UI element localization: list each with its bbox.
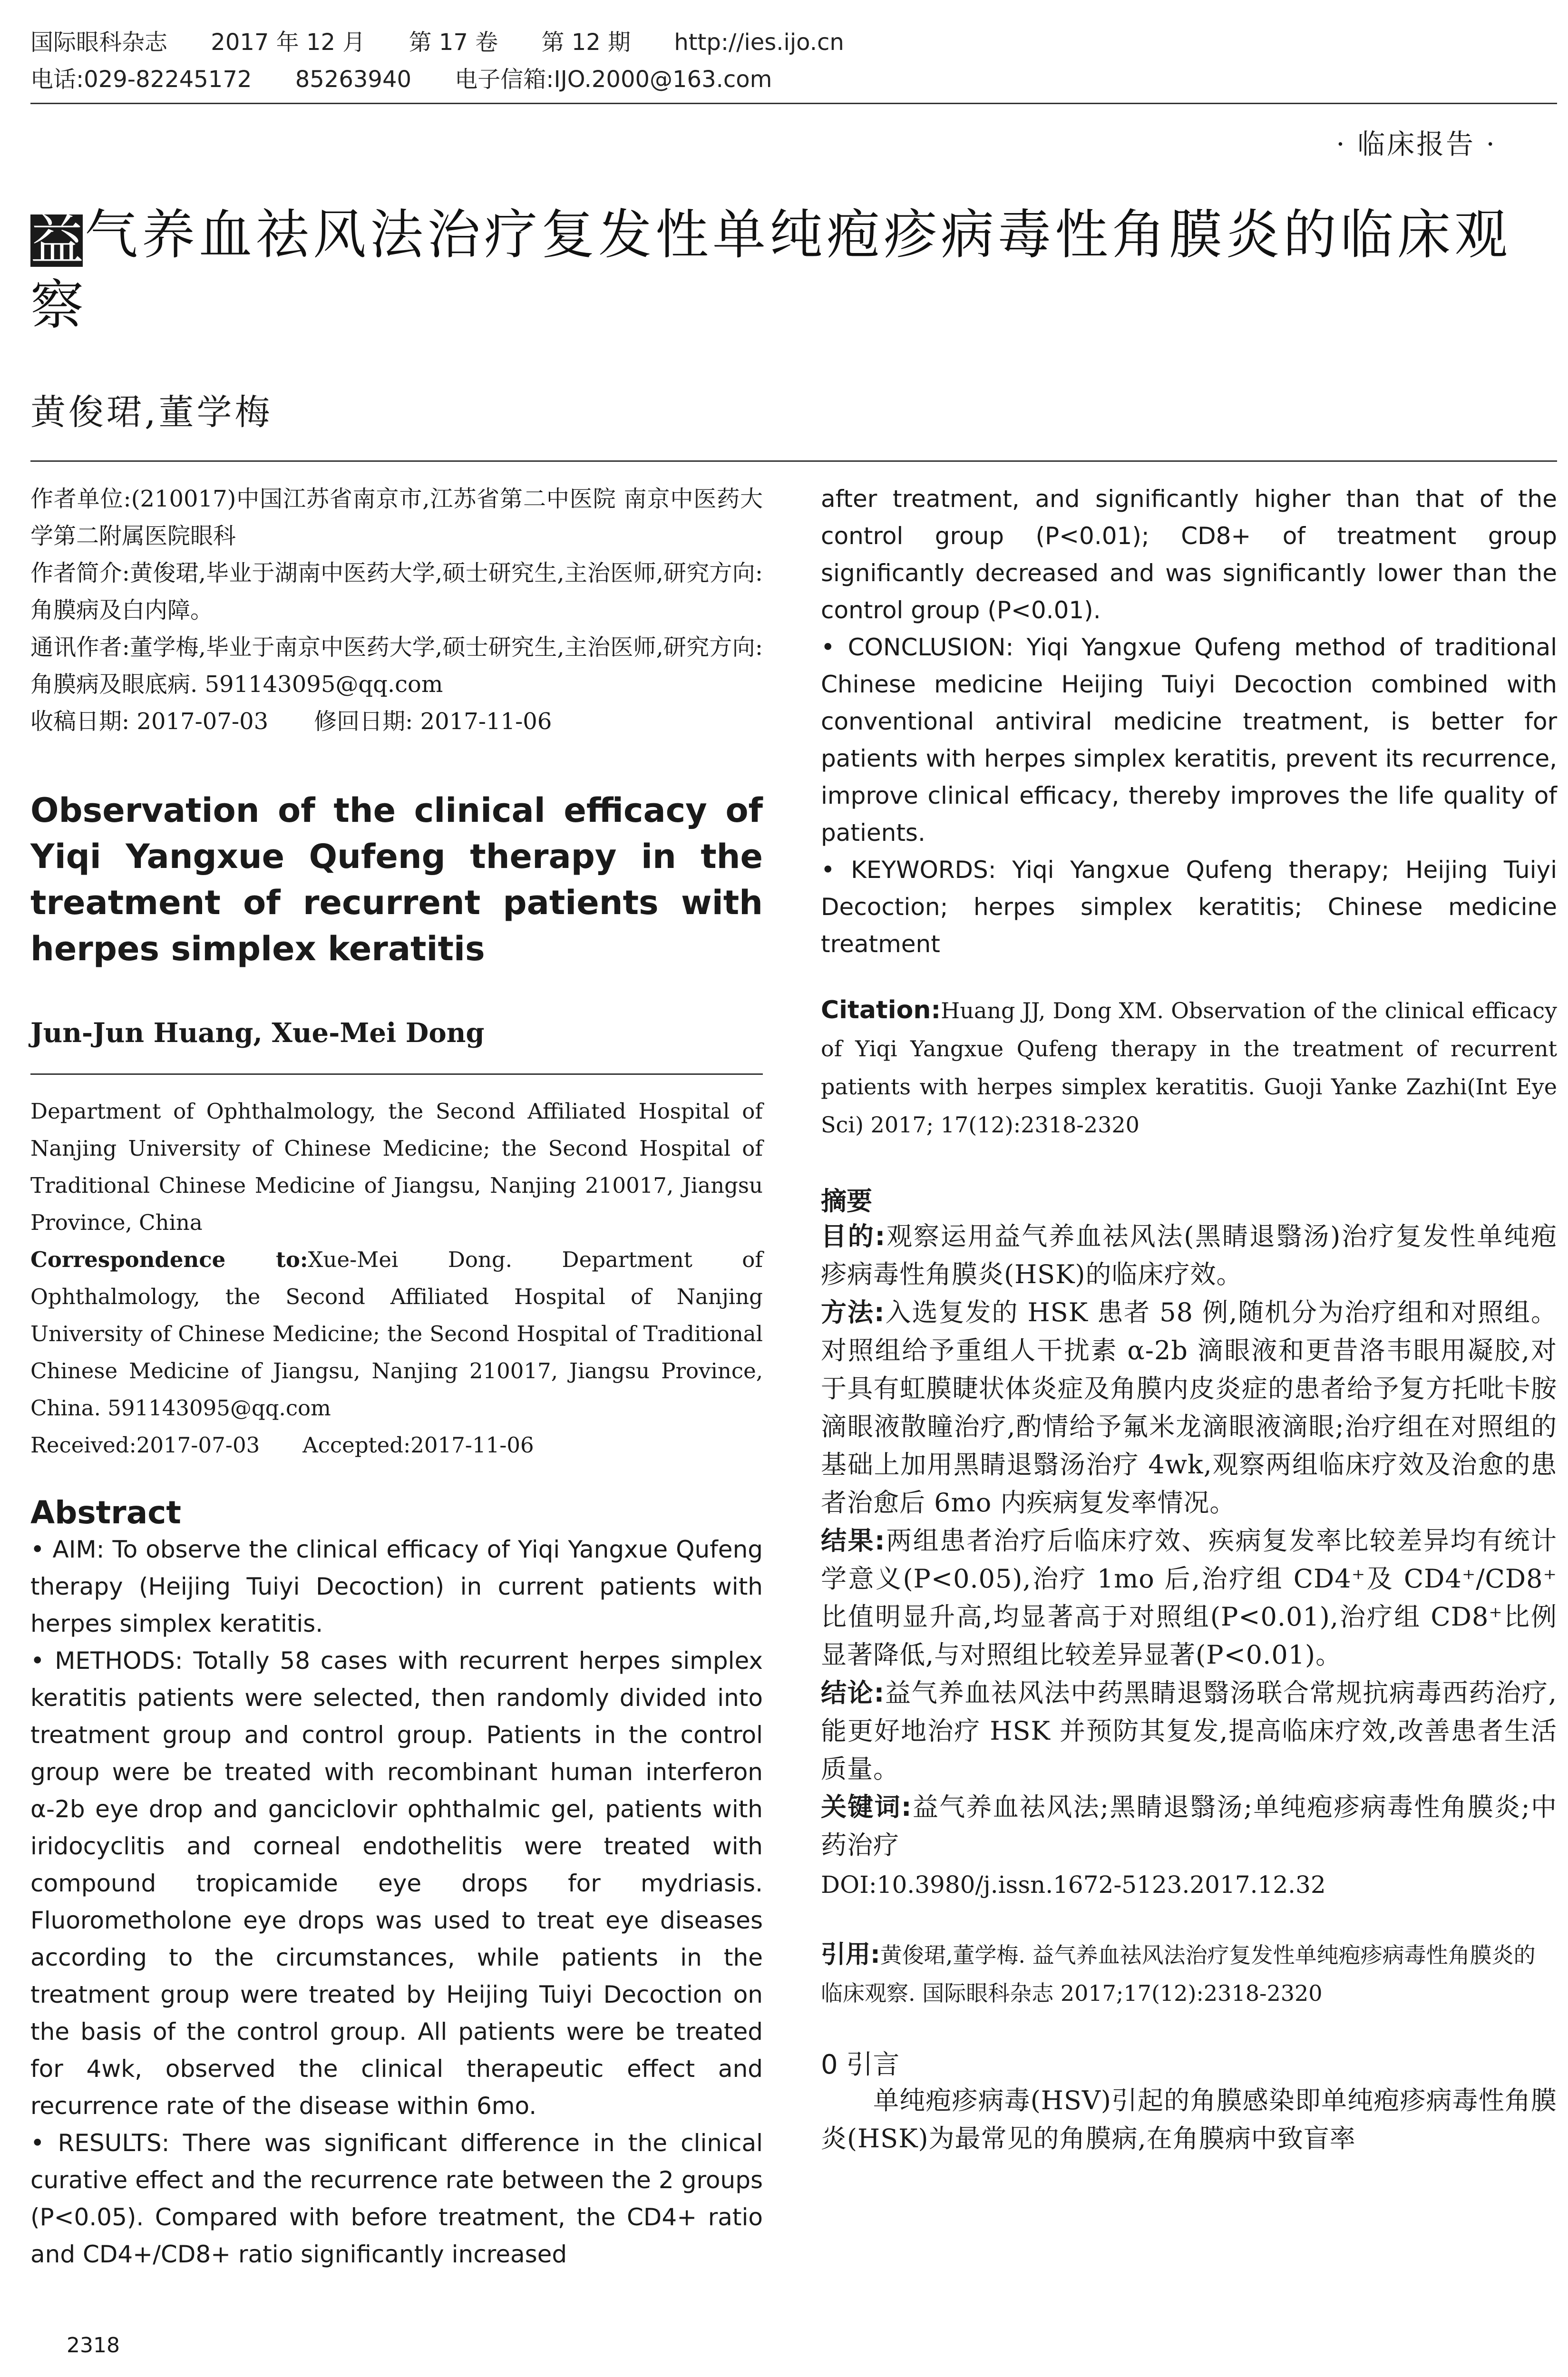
english-authors: Jun-Jun Huang, Xue-Mei Dong [30, 1017, 485, 1049]
cn-results [821, 1522, 1557, 1674]
title-text: 气养血祛风法治疗复发性单纯疱疹病毒性角膜炎的临床观察 [30, 204, 1511, 336]
title-initial-mark: 益 [30, 210, 88, 272]
email[interactable]: 电子信箱:IJO.2000@163.com [455, 66, 772, 93]
abstract-body-left [30, 1531, 763, 2273]
abstract-methods: • METHODS: Totally 58 cases with recurrent herpes simplex keratitis patients were selected, then randomly divided into treatment group and control group. Patients in the control group were be treated with recombinant human interferon α-2b eye drop and ganciclovir ophthalmic gel, patients with iridocyclitis and corneal endothelitis were treated with compound tropicamide eye drops for mydriasis. Fluorometholone eye drops was used to treat eye diseases according to the circumstances, while patients in the treatment group were treated by Heijing Tuiyi Decoction on the basis of the control group. All patients were be treated for 4wk, observed the clinical therapeutic effect and recurrence rate of the disease within 6mo. [30, 1647, 763, 2120]
journal-name: 国际眼科杂志 [30, 29, 168, 56]
abstract-results-start: • RESULTS: There was significant difference in the clinical curative effect and the recurrence rate between the 2 groups (P<0.05). Compared with before treatment, the CD4+ ratio and CD4+/CD8+ ratio significantly increased [30, 2129, 763, 2268]
cn-aim-text: 观察运用益气养血祛风法(黑睛退翳汤)治疗复发性单纯疱疹病毒性角膜炎(HSK)的临床疗效。 [821, 1221, 1557, 1289]
abstract-aim: • AIM: To observe the clinical efficacy of Yiqi Yangxue Qufeng therapy (Heijing Tuiyi Decoction) in current patients with herpes simplex keratitis. [30, 1536, 763, 1637]
intro-heading: 0 引言 [821, 2049, 900, 2080]
citation-label: Citation: [821, 996, 941, 1024]
abstract-conclusion: • CONCLUSION: Yiqi Yangxue Qufeng method of traditional Chinese medicine Heijing Tuiyi Decoction combined with conventional antiviral medicine treatment, is better for patients with herpes simplex keratitis, prevent its recurrence, improve clinical efficacy, thereby improves the life quality of patients. [821, 633, 1557, 847]
header-line-1 [30, 24, 1557, 61]
cn-citation-label: 引用: [821, 1940, 880, 1969]
cn-conclusion-label: 结论: [821, 1678, 885, 1708]
authors-cn: 黄俊珺,董学梅 [30, 392, 273, 433]
abstract-heading: Abstract [30, 1494, 181, 1531]
cn-citation [821, 1936, 1557, 2012]
cn-abstract-heading: 摘要 [821, 1186, 872, 1216]
page-number: 2318 [67, 2333, 120, 2358]
abstract-keywords: • KEYWORDS: Yiqi Yangxue Qufeng therapy; Heijing Tuiyi Decoction; herpes simplex keratitis; Chinese medicine treatment [821, 856, 1557, 958]
cn-aim-label: 目的: [821, 1221, 886, 1251]
right-column [821, 480, 1557, 2158]
correspondence [30, 1241, 763, 1427]
received-dates-en: Received:2017-07-03 Accepted:2017-11-06 [30, 1432, 534, 1458]
title-divider [30, 460, 1557, 462]
phone-2: 85263940 [295, 66, 412, 93]
cn-conclusion-text: 益气养血祛风法中药黑睛退翳汤联合常规抗病毒西药治疗,能更好地治疗 HSK 并预防其复发,提高临床疗效,改善患者生活质量。 [821, 1678, 1557, 1784]
cn-results-label: 结果: [821, 1526, 886, 1556]
cn-keywords-text: 益气养血祛风法;黑睛退翳汤;单纯疱疹病毒性角膜炎;中药治疗 [821, 1792, 1557, 1860]
cn-keywords [821, 1788, 1557, 1864]
cn-methods [821, 1294, 1557, 1522]
issue-number: 第 12 期 [541, 29, 631, 56]
cn-conclusion [821, 1674, 1557, 1788]
correspondence-label: Correspondence to: [30, 1247, 308, 1272]
journal-url[interactable]: http://ies.ijo.cn [674, 29, 844, 56]
corresponding-author: 通讯作者:董学梅,毕业于南京中医药大学,硕士研究生,主治医师,研究方向:角膜病及眼底病. 591143095@qq.com [30, 634, 763, 698]
header-line-2 [30, 61, 1557, 98]
author-unit: 作者单位:(210017)中国江苏省南京市,江苏省第二中医院 南京中医药大学第二附属医院眼科 [30, 486, 763, 549]
authors-divider [30, 1073, 763, 1075]
cn-citation-text: 黄俊珺,董学梅. 益气养血祛风法治疗复发性单纯疱疹病毒性角膜炎的临床观察. 国际眼科杂志 2017;17(12):2318-2320 [821, 1942, 1536, 2006]
cn-keywords-label: 关键词: [821, 1792, 912, 1822]
left-column [30, 480, 763, 2273]
header-divider [30, 103, 1557, 104]
author-bio: 作者简介:黄俊珺,毕业于湖南中医药大学,硕士研究生,主治医师,研究方向:角膜病及白内障。 [30, 560, 763, 623]
citation-text: Huang JJ, Dong XM. Observation of the clinical efficacy of Yiqi Yangxue Qufeng therapy in the treatment of recurrent patients with herpes simplex keratitis. Guoji Yanke Zazhi(Int Eye Sci) 2017; 17(12):2318-2320 [821, 998, 1557, 1138]
issue-date: 2017 年 12 月 [211, 29, 366, 56]
department: Department of Ophthalmology, the Second Affiliated Hospital of Nanjing University of Chinese Medicine; the Second Hospital of Traditional Chinese Medicine of Jiangsu, Nanjing 210017, Jiangsu Province, China [30, 1099, 763, 1235]
cn-abstract [821, 1218, 1557, 1864]
cn-methods-text: 入选复发的 HSK 患者 58 例,随机分为治疗组和对照组。对照组给予重组人干扰素 α-2b 滴眼液和更昔洛韦眼用凝胶,对于具有虹膜睫状体炎症及角膜内皮炎症的患者给予复方托吡卡胺滴眼液散瞳治疗,酌情给予氟米龙滴眼液滴眼;治疗组在对照组的基础上加用黑睛退翳汤治疗 4wk,观察两组临床疗效及治愈的患者治愈后 6mo 内疾病复发率情况。 [821, 1297, 1557, 1518]
doi[interactable]: DOI:10.3980/j.issn.1672-5123.2017.12.32 [821, 1871, 1326, 1899]
citation [821, 991, 1557, 1144]
phone: 电话:029-82245172 [30, 66, 252, 93]
article-title [30, 200, 1552, 341]
journal-header [30, 24, 1557, 98]
cn-results-text: 两组患者治疗后临床疗效、疾病复发率比较差异均有统计学意义(P<0.05),治疗 1mo 后,治疗组 CD4⁺及 CD4⁺/CD8⁺比值明显升高,均显著高于对照组(P<0.01),治疗组 CD8⁺比例显著降低,与对照组比较差异显著(P<0.01)。 [821, 1526, 1557, 1670]
column-tag: · 临床报告 · [1336, 128, 1497, 160]
cn-aim [821, 1218, 1557, 1294]
correspondence-text: Xue-Mei Dong. Department of Ophthalmology, the Second Affiliated Hospital of Nanjing University of Chinese Medicine; the Second Hospital of Traditional Chinese Medicine of Jiangsu, Nanjing 210017, Jiangsu Province, China. 591143095@qq.com [30, 1247, 763, 1421]
cn-methods-label: 方法: [821, 1297, 885, 1327]
abstract-results-end: after treatment, and significantly higher than that of the control group (P<0.01); CD8+ of treatment group significantly decreased and was significantly lower than the control group (P<0.01). [821, 485, 1557, 624]
volume: 第 17 卷 [409, 29, 498, 56]
intro-text: 单纯疱疹病毒(HSV)引起的角膜感染即单纯疱疹病毒性角膜炎(HSK)为最常见的角膜病,在角膜病中致盲率 [821, 2085, 1557, 2153]
english-title: Observation of the clinical efficacy of Yiqi Yangxue Qufeng therapy in the treatment of recurrent patients with herpes simplex keratitis [30, 791, 763, 968]
received-dates-cn: 收稿日期: 2017-07-03 修回日期: 2017-11-06 [30, 708, 552, 735]
abstract-body-right [821, 480, 1557, 963]
affiliation [30, 1093, 763, 1464]
